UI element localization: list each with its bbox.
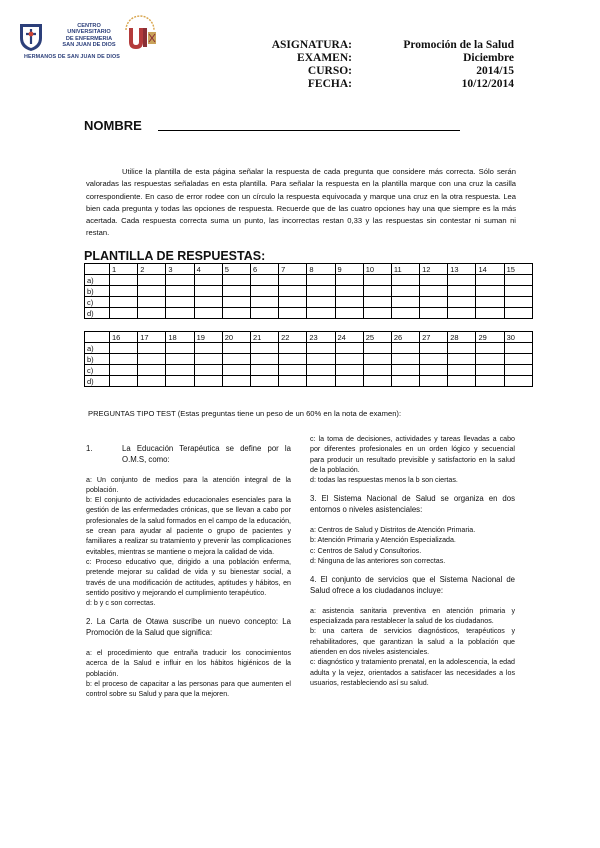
answer-cell[interactable] [391,297,419,308]
answer-cell[interactable] [420,286,448,297]
q2-option-b: b: el proceso de capacitar a las personas para que aumenten el control sobre su Salud y para que la mejoren. [86,679,291,699]
plantilla-title: PLANTILLA DE RESPUESTAS: [84,249,266,263]
answer-cell[interactable] [222,365,250,376]
answer-cell[interactable] [138,297,166,308]
answer-cell[interactable] [420,354,448,365]
header-labels [256,39,352,91]
q2-option-c: c: la toma de decisiones, actividades y tareas llevadas a cabo por diferentes profesionales en un orden lógico y secuencial para producir un resultado previsible y satisfactorio en la salud de la población. [310,435,515,474]
answer-cell[interactable] [222,275,250,286]
answer-cell[interactable] [166,275,194,286]
answer-cell[interactable] [335,297,363,308]
grid-number: 20 [222,332,250,343]
answer-cell[interactable] [476,297,504,308]
answer-cell[interactable] [363,286,391,297]
answer-cell[interactable] [110,297,138,308]
grid-body-2 [85,343,533,387]
answer-cell[interactable] [363,343,391,354]
answer-cell[interactable] [222,286,250,297]
q4-option-c: c: diagnóstico y tratamiento prenatal, en la adolescencia, la edad adulta y la vejez, orientados a satisfacer las necesidades a los usuarios, restableciendo así su salud. [310,658,515,687]
question-3-text: 3. El Sistema Nacional de Salud se organiza en dos entornos o niveles asistenciales: [310,494,515,515]
grid-answer-row [85,275,533,286]
grid-answer-row [85,297,533,308]
school-name: CENTRO UNIVERSITARIO DE ENFERMERIA SAN JUAN DE DIOS [62,23,116,49]
examen-label: EXAMEN: [297,52,352,64]
grid-number: 1 [110,264,138,275]
grid-answer-row [85,286,533,297]
answer-cell[interactable] [110,365,138,376]
answer-grid-2 [84,331,533,387]
grid-number: 13 [448,264,476,275]
grid-row-label: a) [85,343,110,354]
answer-cell[interactable] [279,365,307,376]
answer-cell[interactable] [110,343,138,354]
answer-cell[interactable] [138,376,166,387]
answer-cell[interactable] [110,308,138,319]
answer-cell[interactable] [448,297,476,308]
answer-cell[interactable] [166,343,194,354]
q4-option-b: b: una cartera de servicios diagnósticos, terapéuticos y rehabilitadores, que garantizan la salud a la población que atienden en dos niveles asistenciales. [310,627,515,657]
answer-cell[interactable] [138,275,166,286]
grid-number: 15 [504,264,532,275]
grid-number: 9 [335,264,363,275]
examen-value: Diciembre [463,52,514,64]
answer-cell[interactable] [504,275,532,286]
answer-cell[interactable] [476,308,504,319]
answer-cell[interactable] [250,365,278,376]
answer-cell[interactable] [307,275,335,286]
question-2-text: 2. La Carta de Otawa suscribe un nuevo concepto: La Promoción de la Salud que significa: [86,617,291,638]
grid-number: 18 [166,332,194,343]
fecha-value: 10/12/2014 [461,78,514,90]
answer-cell[interactable] [504,343,532,354]
answer-cell[interactable] [335,376,363,387]
grid-number: 8 [307,264,335,275]
answer-cell[interactable] [420,297,448,308]
answer-cell[interactable] [110,354,138,365]
grid-number: 6 [250,264,278,275]
fecha-label: FECHA: [307,78,352,90]
answer-cell[interactable] [363,275,391,286]
answer-cell[interactable] [138,365,166,376]
asignatura-label: ASIGNATURA: [271,39,352,51]
answer-cell[interactable] [166,308,194,319]
curso-label: CURSO: [307,65,352,77]
answer-cell[interactable] [476,275,504,286]
answer-cell[interactable] [138,286,166,297]
answer-cell[interactable] [335,275,363,286]
nombre-field[interactable] [158,130,460,131]
nombre-label: NOMBRE [84,118,142,133]
grid-number: 21 [250,332,278,343]
answer-cell[interactable] [250,354,278,365]
grid-corner-cell [85,264,110,275]
answer-cell[interactable] [476,343,504,354]
answer-cell[interactable] [363,365,391,376]
answer-cell[interactable] [391,308,419,319]
grid-number: 27 [420,332,448,343]
grid-row-label: c) [85,365,110,376]
test-header: PREGUNTAS TIPO TEST (Estas preguntas tiene un peso de un 60% en la nota de examen): [88,409,402,418]
grid-row-label: c) [85,297,110,308]
question-1-text: La Educación Terapéutica se define por la O.M.S, como: [122,444,291,464]
instructions: Utilice la plantilla de esta página señalar la respuesta de cada pregunta que considere más correcta. Sólo serán valoradas las respuestas señaladas en esta plantilla. Para señalar la respuesta en la plantilla marque con una cruz la casilla correspondiente. En caso de error rodee con un círculo la respuesta equivocada y marque una cruz en la otra respuesta. Lea bien cada pregunta y todas las opciones de respuesta. Recuerde que de las cuatro opciones hay una que siempre es la más acertada. Cada respuesta correcta suma un punto, las incorrectas restan 0,33 y las respuestas sin contestar ni suman ni restan. [86,167,516,238]
q3-option-b: b: Atención Primaria y Atención Especializada. [310,536,456,545]
answer-cell[interactable] [448,354,476,365]
answer-cell[interactable] [476,365,504,376]
q3-option-a: a: Centros de Salud y Distritos de Atención Primaria. [310,526,476,535]
grid-number: 16 [110,332,138,343]
answer-cell[interactable] [307,343,335,354]
grid-answer-row [85,308,533,319]
answer-cell[interactable] [222,308,250,319]
grid-number: 25 [363,332,391,343]
q2-option-a: a: el procedimiento que entraña traducir los conocimientos acerca de la Salud e influir en los hábitos higiénicos de la población. [86,649,291,678]
grid-row-label: b) [85,286,110,297]
shield-icon [18,22,44,52]
q3-option-c: c: Centros de Salud y Consultorios. [310,546,422,555]
answer-cell[interactable] [504,308,532,319]
answer-cell[interactable] [420,365,448,376]
answer-cell[interactable] [166,376,194,387]
asignatura-value: Promoción de la Salud [403,39,514,51]
answer-cell[interactable] [166,297,194,308]
q1-option-d: d: b y c son correctas. [86,599,156,608]
right-column [310,434,515,688]
answer-cell[interactable] [504,376,532,387]
q1-option-c: c: Proceso educativo que, dirigido a una población enferma, pretende mejorar su calidad de vida y su bienestar social, a través de una modificación de actitudes, aptitudes y hábitos, en sentido positivo y mejorando el cumplimiento terapéutico. [86,557,291,597]
answer-cell[interactable] [448,365,476,376]
answer-cell[interactable] [194,297,222,308]
answer-cell[interactable] [363,308,391,319]
grid-number: 28 [448,332,476,343]
answer-cell[interactable] [391,354,419,365]
answer-cell[interactable] [279,343,307,354]
grid-header-row [85,264,533,275]
answer-cell[interactable] [420,376,448,387]
question-1 [86,444,291,466]
answer-cell[interactable] [279,297,307,308]
answer-grid-1 [84,263,533,319]
answer-cell[interactable] [448,376,476,387]
answer-cell[interactable] [110,376,138,387]
grid-number: 26 [391,332,419,343]
answer-cell[interactable] [391,275,419,286]
grid-answer-row [85,376,533,387]
answer-cell[interactable] [138,308,166,319]
answer-cell[interactable] [279,376,307,387]
answer-cell[interactable] [307,354,335,365]
answer-cell[interactable] [222,343,250,354]
answer-cell[interactable] [307,308,335,319]
answer-cell[interactable] [476,354,504,365]
answer-cell[interactable] [194,275,222,286]
answer-cell[interactable] [448,275,476,286]
answer-cell[interactable] [420,275,448,286]
answer-cell[interactable] [279,354,307,365]
header-values [380,39,514,91]
answer-cell[interactable] [194,343,222,354]
grid-number: 11 [391,264,419,275]
answer-cell[interactable] [250,297,278,308]
university-seal-icon [120,14,160,52]
answer-cell[interactable] [110,286,138,297]
answer-cell[interactable] [335,286,363,297]
grid-row-label: d) [85,376,110,387]
answer-cell[interactable] [391,376,419,387]
answer-cell[interactable] [194,365,222,376]
answer-cell[interactable] [504,365,532,376]
answer-cell[interactable] [504,286,532,297]
answer-cell[interactable] [363,354,391,365]
answer-cell[interactable] [448,308,476,319]
grid-body-1 [85,275,533,319]
grid-number: 10 [363,264,391,275]
answer-cell[interactable] [504,297,532,308]
answer-cell[interactable] [363,376,391,387]
grid-number: 3 [166,264,194,275]
answer-cell[interactable] [250,275,278,286]
answer-cell[interactable] [504,354,532,365]
answer-cell[interactable] [194,308,222,319]
answer-cell[interactable] [391,286,419,297]
grid-number: 12 [420,264,448,275]
answer-cell[interactable] [335,308,363,319]
answer-cell[interactable] [335,365,363,376]
q1-option-b: b: El conjunto de actividades educacionales esenciales para la gestión de las enfermedades crónicas, que se llevan a cabo por profesionales de la salud formados en el campo de la educación, se crean para ayudar al paciente o grupo de pacientes y familiares a realizar su tratamiento y prevenir las complicaciones evitables, mientras se mantiene o mejora la calidad de vida. [86,496,291,556]
grid-number: 5 [222,264,250,275]
grid-number: 24 [335,332,363,343]
answer-cell[interactable] [194,286,222,297]
q2-option-d: d: todas las respuestas menos la b son ciertas. [310,476,458,485]
answer-cell[interactable] [307,286,335,297]
answer-cell[interactable] [448,343,476,354]
answer-cell[interactable] [250,376,278,387]
answer-cell[interactable] [391,365,419,376]
q3-option-d: d: Ninguna de las anteriores son correctas. [310,556,446,565]
question-4-text: 4. El conjunto de servicios que el Sistema Nacional de Salud ofrece a los ciudadanos incluye: [310,575,515,596]
answer-cell[interactable] [194,354,222,365]
answer-cell[interactable] [279,275,307,286]
answer-cell[interactable] [194,376,222,387]
answer-cell[interactable] [363,297,391,308]
answer-cell[interactable] [476,286,504,297]
answer-cell[interactable] [448,286,476,297]
q1-option-a: a: Un conjunto de medios para la atención integral de la población. [86,475,291,494]
answer-cell[interactable] [391,343,419,354]
answer-cell[interactable] [420,343,448,354]
answer-cell[interactable] [307,297,335,308]
answer-cell[interactable] [250,286,278,297]
grid-corner-cell [85,332,110,343]
hermanos-label: HERMANOS DE SAN JUAN DE DIOS [24,54,120,60]
answer-cell[interactable] [222,376,250,387]
answer-cell[interactable] [222,354,250,365]
grid-answer-row [85,354,533,365]
curso-value: 2014/15 [476,65,514,77]
grid-number: 14 [476,264,504,275]
answer-cell[interactable] [307,376,335,387]
answer-cell[interactable] [476,376,504,387]
grid-number: 22 [279,332,307,343]
grid-number: 23 [307,332,335,343]
answer-cell[interactable] [279,308,307,319]
left-column [86,444,291,700]
grid-number: 17 [138,332,166,343]
answer-cell[interactable] [307,365,335,376]
answer-cell[interactable] [110,275,138,286]
answer-cell[interactable] [138,354,166,365]
answer-cell[interactable] [138,343,166,354]
answer-cell[interactable] [335,354,363,365]
grid-number: 30 [504,332,532,343]
answer-cell[interactable] [335,343,363,354]
grid-answer-row [85,365,533,376]
q4-option-a: a: asistencia sanitaria preventiva en atención primaria y especializada para restablecer la salud de los ciudadanos. [310,606,515,626]
answer-cell[interactable] [166,354,194,365]
answer-cell[interactable] [279,286,307,297]
grid-row-label: a) [85,275,110,286]
answer-cell[interactable] [250,343,278,354]
grid-header-row [85,332,533,343]
grid-number: 29 [476,332,504,343]
grid-row-label: b) [85,354,110,365]
answer-cell[interactable] [166,365,194,376]
answer-cell[interactable] [250,308,278,319]
grid-number: 2 [138,264,166,275]
answer-cell[interactable] [222,297,250,308]
grid-number: 4 [194,264,222,275]
answer-cell[interactable] [166,286,194,297]
grid-row-label: d) [85,308,110,319]
grid-answer-row [85,343,533,354]
grid-number: 19 [194,332,222,343]
grid-number: 7 [279,264,307,275]
question-1-number: 1. [86,444,93,453]
answer-cell[interactable] [420,308,448,319]
